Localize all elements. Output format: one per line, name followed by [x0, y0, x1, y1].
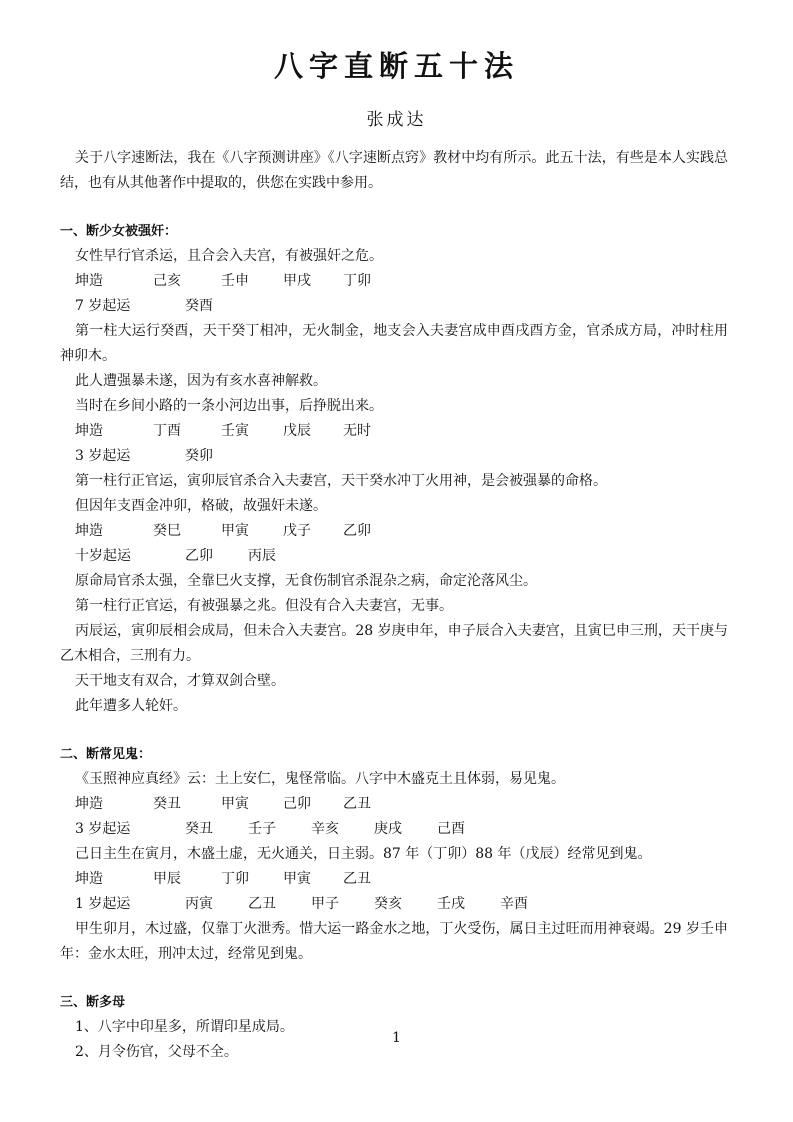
pillar: 甲寅 — [221, 523, 249, 539]
luck-pillar: 丙寅 — [185, 896, 213, 912]
section-1-paragraph: 第一柱行正官运，有被强暴之兆。但没有合入夫妻宫，无事。 — [75, 598, 453, 614]
section-2-paragraph: 甲生卯月，木过盛，仅靠丁火泄秀。惜大运一路金水之地，丁火受伤，属日主过旺而用神衰竭。29 岁壬申年：金水太旺，刑冲太过，经常见到鬼。 — [60, 921, 728, 962]
section-1-paragraph: 此人遭强暴未遂，因为有亥水喜神解救。 — [75, 373, 327, 389]
chart-2-pillars — [60, 419, 728, 444]
section-2-paragraph: 《玉照神应真经》云：土上安仁，鬼怪常临。八字中木盛克土且体弱，易见鬼。 — [75, 771, 565, 787]
document-title: 八字直断五十法 — [273, 49, 519, 83]
chart-1-pillars — [60, 269, 728, 294]
chart-label: 坤造 — [75, 423, 103, 439]
pillar: 戊辰 — [283, 423, 311, 439]
luck-pillar: 己酉 — [437, 821, 465, 837]
section-1-paragraph: 第一柱大运行癸酉，天干癸丁相冲，无火制金，地支会入夫妻宫成申酉戌酉方金，官杀成方局，冲时柱用神卯木。 — [60, 323, 728, 364]
pillar: 己亥 — [153, 273, 181, 289]
page-number: 1 — [392, 1030, 401, 1046]
section-2-paragraph: 己日主生在寅月，木盛土虚，无火通关，日主弱。87 年（丁卯）88 年（戊辰）经常见到鬼。 — [75, 846, 652, 862]
chart-label: 坤造 — [75, 273, 103, 289]
section-1-paragraph: 但因年支酉金冲卯，格破，故强奸未遂。 — [75, 498, 327, 514]
luck-pillar: 乙丑 — [248, 896, 276, 912]
pillar: 乙丑 — [343, 796, 371, 812]
luck-pillar: 辛亥 — [311, 821, 339, 837]
luck-pillar: 甲子 — [311, 896, 339, 912]
section-3-heading: 三、断多母 — [60, 995, 126, 1010]
chart-4-luck — [60, 817, 728, 842]
pillar: 壬申 — [221, 273, 249, 289]
chart-label: 坤造 — [75, 523, 103, 539]
section-1-paragraph: 天干地支有双合，才算双剑合壁。 — [75, 673, 285, 689]
chart-2-luck — [60, 444, 728, 469]
document-body — [60, 146, 728, 1065]
chart-label: 坤造 — [75, 796, 103, 812]
luck-pillar: 辛酉 — [500, 896, 528, 912]
chart-5-pillars — [60, 867, 728, 892]
section-3-paragraph: 1、八字中印星多，所谓印星成局。 — [75, 1019, 294, 1035]
luck-pillar: 丙辰 — [248, 548, 276, 564]
pillar: 壬寅 — [221, 423, 249, 439]
pillar: 甲寅 — [283, 871, 311, 887]
pillar: 甲寅 — [221, 796, 249, 812]
chart-4-pillars — [60, 792, 728, 817]
luck-pillar: 壬戌 — [437, 896, 465, 912]
pillar: 丁酉 — [153, 423, 181, 439]
section-1-heading: 一、断少女被强奸： — [60, 224, 178, 239]
luck-pillar: 壬子 — [248, 821, 276, 837]
chart-3-luck — [60, 544, 728, 569]
luck-pillar: 癸丑 — [185, 821, 213, 837]
section-1-paragraph: 第一柱行正官运，寅卯辰官杀合入夫妻宫，天干癸水冲丁火用神，是会被强暴的命格。 — [75, 473, 607, 489]
luck-start: 十岁起运 — [75, 548, 131, 564]
luck-start: 1 岁起运 — [75, 896, 131, 912]
luck-pillar: 癸酉 — [185, 298, 213, 314]
luck-start: 7 岁起运 — [75, 298, 131, 314]
chart-5-luck — [60, 892, 728, 917]
pillar: 己卯 — [283, 796, 311, 812]
chart-1-luck — [60, 294, 728, 319]
pillar: 丁卯 — [221, 871, 249, 887]
section-2-heading: 二、断常见鬼： — [60, 747, 152, 762]
section-3-paragraph: 2、月令伤官，父母不全。 — [75, 1044, 238, 1060]
pillar: 癸丑 — [153, 796, 181, 812]
pillar: 乙卯 — [343, 523, 371, 539]
luck-start: 3 岁起运 — [75, 821, 131, 837]
pillar: 乙丑 — [343, 871, 371, 887]
pillar: 甲戌 — [283, 273, 311, 289]
chart-3-pillars — [60, 519, 728, 544]
section-1-paragraph: 当时在乡间小路的一条小河边出事，后挣脱出来。 — [75, 398, 383, 414]
pillar: 癸巳 — [153, 523, 181, 539]
author-name: 张成达 — [366, 110, 427, 130]
section-1-paragraph: 原命局官杀太强，全靠巳火支撑，无食伤制官杀混杂之病，命定沦落风尘。 — [75, 573, 537, 589]
chart-label: 坤造 — [75, 871, 103, 887]
pillar: 丁卯 — [343, 273, 371, 289]
luck-pillar: 乙卯 — [185, 548, 213, 564]
intro-paragraph: 关于八字速断法，我在《八字预测讲座》《八字速断点窍》教材中均有所示。此五十法，有些是本人实践总结，也有从其他著作中提取的，供您在实践中参用。 — [60, 150, 728, 191]
luck-pillar: 庚戌 — [374, 821, 402, 837]
pillar: 甲辰 — [153, 871, 181, 887]
luck-start: 3 岁起运 — [75, 448, 131, 464]
section-1-paragraph: 女性早行官杀运，且合会入夫宫，有被强奸之危。 — [75, 248, 383, 264]
luck-pillar: 癸亥 — [374, 896, 402, 912]
pillar: 戊子 — [283, 523, 311, 539]
section-1-paragraph: 丙辰运，寅卯辰相会成局，但未合入夫妻宫。28 岁庚申年，申子辰合入夫妻宫，且寅巳申三刑，天干庚与乙木相合，三刑有力。 — [60, 623, 728, 664]
luck-pillar: 癸卯 — [185, 448, 213, 464]
section-1-paragraph: 此年遭多人轮奸。 — [75, 698, 187, 714]
pillar: 无时 — [343, 423, 371, 439]
